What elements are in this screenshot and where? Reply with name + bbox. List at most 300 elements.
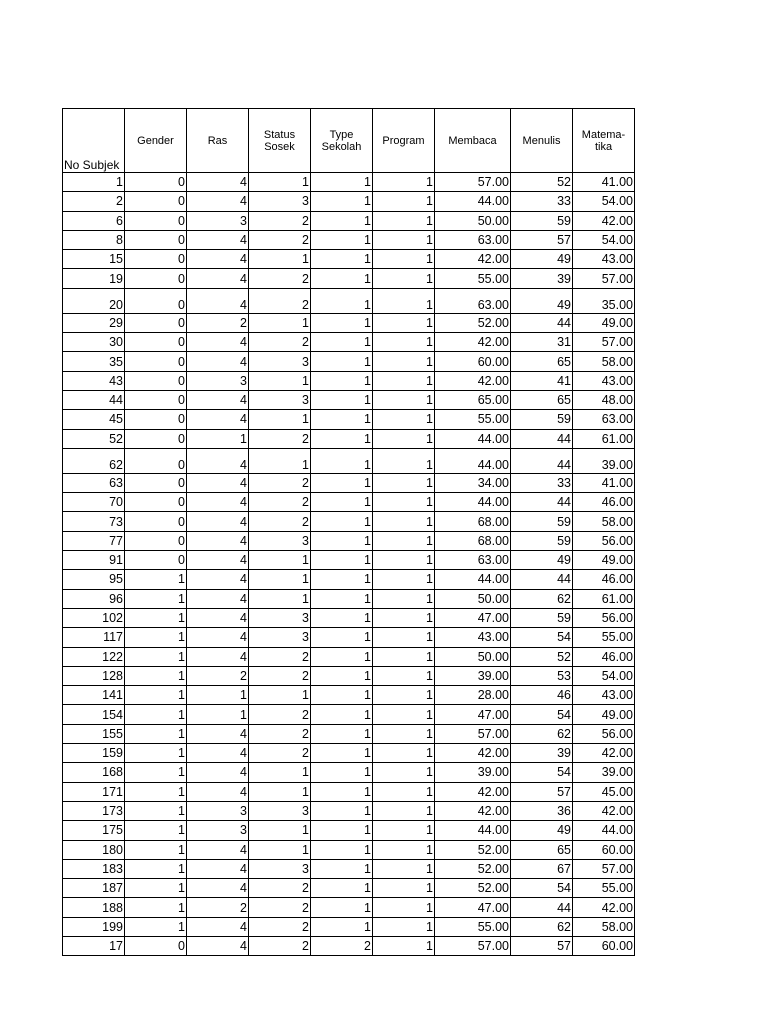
table-row bbox=[63, 371, 635, 390]
cell-type-sekolah: 1 bbox=[311, 333, 373, 352]
cell-no-subjek: 122 bbox=[63, 647, 125, 666]
cell-menulis: 67 bbox=[511, 859, 573, 878]
cell-no-subjek: 159 bbox=[63, 744, 125, 763]
cell-no-subjek: 62 bbox=[63, 448, 125, 473]
cell-type-sekolah: 2 bbox=[311, 936, 373, 955]
cell-matematika: 54.00 bbox=[573, 230, 635, 249]
cell-gender: 1 bbox=[125, 705, 187, 724]
cell-status-sosek: 2 bbox=[249, 936, 311, 955]
cell-matematika: 45.00 bbox=[573, 782, 635, 801]
cell-ras: 4 bbox=[187, 512, 249, 531]
cell-ras: 4 bbox=[187, 763, 249, 782]
table-row bbox=[63, 493, 635, 512]
header-row bbox=[63, 109, 635, 173]
header-matematika: Matema-tika bbox=[573, 109, 635, 173]
cell-no-subjek: 117 bbox=[63, 628, 125, 647]
table-row bbox=[63, 840, 635, 859]
cell-ras: 4 bbox=[187, 410, 249, 429]
cell-no-subjek: 95 bbox=[63, 570, 125, 589]
cell-ras: 4 bbox=[187, 840, 249, 859]
cell-gender: 0 bbox=[125, 410, 187, 429]
cell-gender: 0 bbox=[125, 250, 187, 269]
cell-no-subjek: 154 bbox=[63, 705, 125, 724]
cell-type-sekolah: 1 bbox=[311, 531, 373, 550]
cell-gender: 1 bbox=[125, 686, 187, 705]
cell-menulis: 52 bbox=[511, 647, 573, 666]
cell-membaca: 44.00 bbox=[435, 448, 511, 473]
cell-type-sekolah: 1 bbox=[311, 352, 373, 371]
cell-membaca: 42.00 bbox=[435, 371, 511, 390]
table-row bbox=[63, 647, 635, 666]
cell-ras: 3 bbox=[187, 801, 249, 820]
cell-gender: 0 bbox=[125, 333, 187, 352]
cell-gender: 1 bbox=[125, 840, 187, 859]
cell-status-sosek: 2 bbox=[249, 269, 311, 288]
cell-status-sosek: 2 bbox=[249, 647, 311, 666]
cell-no-subjek: 173 bbox=[63, 801, 125, 820]
cell-no-subjek: 52 bbox=[63, 429, 125, 448]
cell-menulis: 54 bbox=[511, 763, 573, 782]
table-row bbox=[63, 390, 635, 409]
cell-menulis: 65 bbox=[511, 840, 573, 859]
cell-menulis: 59 bbox=[511, 211, 573, 230]
cell-menulis: 59 bbox=[511, 410, 573, 429]
cell-matematika: 43.00 bbox=[573, 371, 635, 390]
cell-no-subjek: 20 bbox=[63, 288, 125, 313]
cell-matematika: 41.00 bbox=[573, 473, 635, 492]
table-row bbox=[63, 551, 635, 570]
cell-program: 1 bbox=[373, 551, 435, 570]
cell-gender: 1 bbox=[125, 608, 187, 627]
cell-menulis: 54 bbox=[511, 879, 573, 898]
cell-matematika: 55.00 bbox=[573, 879, 635, 898]
table-row bbox=[63, 917, 635, 936]
cell-gender: 1 bbox=[125, 744, 187, 763]
cell-menulis: 44 bbox=[511, 313, 573, 332]
cell-ras: 4 bbox=[187, 744, 249, 763]
cell-program: 1 bbox=[373, 211, 435, 230]
cell-program: 1 bbox=[373, 917, 435, 936]
cell-program: 1 bbox=[373, 173, 435, 192]
cell-membaca: 42.00 bbox=[435, 782, 511, 801]
cell-program: 1 bbox=[373, 859, 435, 878]
cell-status-sosek: 1 bbox=[249, 410, 311, 429]
cell-type-sekolah: 1 bbox=[311, 269, 373, 288]
cell-status-sosek: 1 bbox=[249, 448, 311, 473]
cell-type-sekolah: 1 bbox=[311, 313, 373, 332]
table-row bbox=[63, 173, 635, 192]
cell-type-sekolah: 1 bbox=[311, 250, 373, 269]
cell-matematika: 42.00 bbox=[573, 211, 635, 230]
cell-ras: 2 bbox=[187, 666, 249, 685]
cell-program: 1 bbox=[373, 840, 435, 859]
cell-membaca: 68.00 bbox=[435, 531, 511, 550]
cell-ras: 4 bbox=[187, 859, 249, 878]
cell-matematika: 39.00 bbox=[573, 763, 635, 782]
cell-matematika: 56.00 bbox=[573, 608, 635, 627]
cell-ras: 4 bbox=[187, 269, 249, 288]
cell-ras: 4 bbox=[187, 551, 249, 570]
table-row bbox=[63, 686, 635, 705]
table-row bbox=[63, 859, 635, 878]
cell-gender: 0 bbox=[125, 936, 187, 955]
cell-ras: 2 bbox=[187, 898, 249, 917]
cell-gender: 0 bbox=[125, 269, 187, 288]
cell-membaca: 42.00 bbox=[435, 801, 511, 820]
cell-membaca: 60.00 bbox=[435, 352, 511, 371]
cell-ras: 4 bbox=[187, 608, 249, 627]
cell-matematika: 58.00 bbox=[573, 512, 635, 531]
cell-gender: 0 bbox=[125, 512, 187, 531]
cell-gender: 1 bbox=[125, 628, 187, 647]
cell-matematika: 42.00 bbox=[573, 744, 635, 763]
cell-membaca: 50.00 bbox=[435, 589, 511, 608]
cell-no-subjek: 63 bbox=[63, 473, 125, 492]
cell-status-sosek: 1 bbox=[249, 570, 311, 589]
table-row bbox=[63, 230, 635, 249]
cell-no-subjek: 43 bbox=[63, 371, 125, 390]
cell-type-sekolah: 1 bbox=[311, 917, 373, 936]
cell-gender: 1 bbox=[125, 724, 187, 743]
cell-membaca: 44.00 bbox=[435, 192, 511, 211]
table-row bbox=[63, 821, 635, 840]
table-row bbox=[63, 724, 635, 743]
cell-ras: 1 bbox=[187, 705, 249, 724]
cell-matematika: 42.00 bbox=[573, 801, 635, 820]
cell-membaca: 42.00 bbox=[435, 333, 511, 352]
cell-type-sekolah: 1 bbox=[311, 859, 373, 878]
cell-matematika: 55.00 bbox=[573, 628, 635, 647]
cell-program: 1 bbox=[373, 512, 435, 531]
cell-no-subjek: 155 bbox=[63, 724, 125, 743]
table-row bbox=[63, 705, 635, 724]
table-row bbox=[63, 269, 635, 288]
cell-menulis: 54 bbox=[511, 705, 573, 724]
cell-gender: 0 bbox=[125, 288, 187, 313]
cell-menulis: 57 bbox=[511, 230, 573, 249]
cell-ras: 4 bbox=[187, 782, 249, 801]
table-row bbox=[63, 763, 635, 782]
cell-program: 1 bbox=[373, 473, 435, 492]
cell-menulis: 39 bbox=[511, 744, 573, 763]
cell-no-subjek: 102 bbox=[63, 608, 125, 627]
cell-no-subjek: 77 bbox=[63, 531, 125, 550]
cell-status-sosek: 2 bbox=[249, 724, 311, 743]
cell-ras: 4 bbox=[187, 250, 249, 269]
cell-no-subjek: 15 bbox=[63, 250, 125, 269]
cell-membaca: 39.00 bbox=[435, 763, 511, 782]
table-row bbox=[63, 898, 635, 917]
table-row bbox=[63, 589, 635, 608]
cell-matematika: 56.00 bbox=[573, 724, 635, 743]
cell-type-sekolah: 1 bbox=[311, 724, 373, 743]
cell-gender: 0 bbox=[125, 531, 187, 550]
cell-ras: 4 bbox=[187, 936, 249, 955]
cell-menulis: 53 bbox=[511, 666, 573, 685]
table-row bbox=[63, 211, 635, 230]
cell-ras: 4 bbox=[187, 570, 249, 589]
cell-program: 1 bbox=[373, 371, 435, 390]
header-program: Program bbox=[373, 109, 435, 173]
cell-no-subjek: 175 bbox=[63, 821, 125, 840]
cell-matematika: 57.00 bbox=[573, 333, 635, 352]
cell-matematika: 35.00 bbox=[573, 288, 635, 313]
cell-type-sekolah: 1 bbox=[311, 448, 373, 473]
cell-ras: 3 bbox=[187, 211, 249, 230]
cell-matematika: 41.00 bbox=[573, 173, 635, 192]
cell-type-sekolah: 1 bbox=[311, 493, 373, 512]
cell-membaca: 63.00 bbox=[435, 230, 511, 249]
table-row bbox=[63, 333, 635, 352]
cell-menulis: 65 bbox=[511, 352, 573, 371]
cell-status-sosek: 1 bbox=[249, 371, 311, 390]
cell-membaca: 44.00 bbox=[435, 429, 511, 448]
cell-gender: 0 bbox=[125, 211, 187, 230]
cell-membaca: 47.00 bbox=[435, 608, 511, 627]
cell-ras: 4 bbox=[187, 493, 249, 512]
cell-status-sosek: 1 bbox=[249, 686, 311, 705]
cell-status-sosek: 1 bbox=[249, 551, 311, 570]
cell-type-sekolah: 1 bbox=[311, 666, 373, 685]
cell-program: 1 bbox=[373, 192, 435, 211]
cell-status-sosek: 2 bbox=[249, 512, 311, 531]
cell-no-subjek: 73 bbox=[63, 512, 125, 531]
cell-no-subjek: 8 bbox=[63, 230, 125, 249]
cell-status-sosek: 1 bbox=[249, 782, 311, 801]
header-ras: Ras bbox=[187, 109, 249, 173]
cell-status-sosek: 2 bbox=[249, 211, 311, 230]
cell-menulis: 62 bbox=[511, 589, 573, 608]
cell-no-subjek: 1 bbox=[63, 173, 125, 192]
cell-gender: 1 bbox=[125, 570, 187, 589]
cell-no-subjek: 91 bbox=[63, 551, 125, 570]
cell-type-sekolah: 1 bbox=[311, 628, 373, 647]
cell-status-sosek: 2 bbox=[249, 429, 311, 448]
cell-no-subjek: 183 bbox=[63, 859, 125, 878]
cell-ras: 3 bbox=[187, 371, 249, 390]
cell-gender: 0 bbox=[125, 313, 187, 332]
cell-program: 1 bbox=[373, 608, 435, 627]
cell-gender: 1 bbox=[125, 821, 187, 840]
cell-no-subjek: 180 bbox=[63, 840, 125, 859]
cell-menulis: 59 bbox=[511, 608, 573, 627]
cell-no-subjek: 45 bbox=[63, 410, 125, 429]
cell-matematika: 57.00 bbox=[573, 859, 635, 878]
cell-program: 1 bbox=[373, 647, 435, 666]
cell-type-sekolah: 1 bbox=[311, 801, 373, 820]
cell-gender: 0 bbox=[125, 473, 187, 492]
cell-menulis: 33 bbox=[511, 473, 573, 492]
cell-matematika: 58.00 bbox=[573, 917, 635, 936]
cell-type-sekolah: 1 bbox=[311, 705, 373, 724]
cell-ras: 3 bbox=[187, 821, 249, 840]
cell-matematika: 49.00 bbox=[573, 313, 635, 332]
table-row bbox=[63, 531, 635, 550]
cell-no-subjek: 199 bbox=[63, 917, 125, 936]
cell-status-sosek: 1 bbox=[249, 173, 311, 192]
cell-no-subjek: 35 bbox=[63, 352, 125, 371]
cell-status-sosek: 2 bbox=[249, 473, 311, 492]
cell-program: 1 bbox=[373, 570, 435, 589]
cell-ras: 1 bbox=[187, 686, 249, 705]
cell-no-subjek: 19 bbox=[63, 269, 125, 288]
cell-membaca: 52.00 bbox=[435, 859, 511, 878]
header-type-sekolah: Type Sekolah bbox=[311, 109, 373, 173]
cell-program: 1 bbox=[373, 448, 435, 473]
table-row bbox=[63, 628, 635, 647]
cell-membaca: 57.00 bbox=[435, 724, 511, 743]
cell-membaca: 55.00 bbox=[435, 269, 511, 288]
cell-program: 1 bbox=[373, 763, 435, 782]
cell-status-sosek: 2 bbox=[249, 898, 311, 917]
cell-menulis: 59 bbox=[511, 512, 573, 531]
table-row bbox=[63, 936, 635, 955]
cell-type-sekolah: 1 bbox=[311, 551, 373, 570]
cell-program: 1 bbox=[373, 493, 435, 512]
cell-no-subjek: 171 bbox=[63, 782, 125, 801]
cell-matematika: 60.00 bbox=[573, 840, 635, 859]
cell-gender: 1 bbox=[125, 898, 187, 917]
cell-matematika: 61.00 bbox=[573, 589, 635, 608]
cell-membaca: 63.00 bbox=[435, 551, 511, 570]
cell-program: 1 bbox=[373, 589, 435, 608]
cell-menulis: 41 bbox=[511, 371, 573, 390]
header-membaca: Membaca bbox=[435, 109, 511, 173]
cell-matematika: 46.00 bbox=[573, 570, 635, 589]
cell-ras: 4 bbox=[187, 448, 249, 473]
cell-menulis: 46 bbox=[511, 686, 573, 705]
cell-no-subjek: 29 bbox=[63, 313, 125, 332]
cell-program: 1 bbox=[373, 724, 435, 743]
cell-type-sekolah: 1 bbox=[311, 840, 373, 859]
cell-status-sosek: 3 bbox=[249, 531, 311, 550]
cell-status-sosek: 1 bbox=[249, 840, 311, 859]
cell-type-sekolah: 1 bbox=[311, 410, 373, 429]
cell-status-sosek: 3 bbox=[249, 628, 311, 647]
cell-ras: 4 bbox=[187, 917, 249, 936]
cell-menulis: 49 bbox=[511, 288, 573, 313]
cell-program: 1 bbox=[373, 352, 435, 371]
table-row bbox=[63, 288, 635, 313]
cell-membaca: 55.00 bbox=[435, 410, 511, 429]
table-body bbox=[63, 173, 635, 956]
table-row bbox=[63, 512, 635, 531]
cell-matematika: 54.00 bbox=[573, 192, 635, 211]
cell-ras: 4 bbox=[187, 288, 249, 313]
cell-type-sekolah: 1 bbox=[311, 898, 373, 917]
cell-membaca: 68.00 bbox=[435, 512, 511, 531]
cell-no-subjek: 128 bbox=[63, 666, 125, 685]
cell-type-sekolah: 1 bbox=[311, 589, 373, 608]
cell-program: 1 bbox=[373, 821, 435, 840]
cell-menulis: 33 bbox=[511, 192, 573, 211]
cell-menulis: 44 bbox=[511, 429, 573, 448]
cell-gender: 1 bbox=[125, 589, 187, 608]
cell-membaca: 57.00 bbox=[435, 173, 511, 192]
cell-program: 1 bbox=[373, 269, 435, 288]
cell-menulis: 57 bbox=[511, 936, 573, 955]
cell-type-sekolah: 1 bbox=[311, 390, 373, 409]
cell-matematika: 61.00 bbox=[573, 429, 635, 448]
cell-menulis: 49 bbox=[511, 821, 573, 840]
cell-type-sekolah: 1 bbox=[311, 647, 373, 666]
header-status-sosek: Status Sosek bbox=[249, 109, 311, 173]
cell-type-sekolah: 1 bbox=[311, 570, 373, 589]
cell-matematika: 42.00 bbox=[573, 898, 635, 917]
cell-menulis: 54 bbox=[511, 628, 573, 647]
cell-menulis: 44 bbox=[511, 898, 573, 917]
cell-menulis: 49 bbox=[511, 551, 573, 570]
cell-matematika: 60.00 bbox=[573, 936, 635, 955]
cell-program: 1 bbox=[373, 666, 435, 685]
cell-ras: 4 bbox=[187, 879, 249, 898]
cell-ras: 4 bbox=[187, 473, 249, 492]
cell-type-sekolah: 1 bbox=[311, 821, 373, 840]
cell-status-sosek: 2 bbox=[249, 705, 311, 724]
cell-membaca: 39.00 bbox=[435, 666, 511, 685]
cell-program: 1 bbox=[373, 801, 435, 820]
cell-status-sosek: 1 bbox=[249, 763, 311, 782]
cell-type-sekolah: 1 bbox=[311, 744, 373, 763]
cell-membaca: 34.00 bbox=[435, 473, 511, 492]
cell-membaca: 42.00 bbox=[435, 250, 511, 269]
cell-matematika: 49.00 bbox=[573, 551, 635, 570]
cell-ras: 2 bbox=[187, 313, 249, 332]
cell-membaca: 28.00 bbox=[435, 686, 511, 705]
table-row bbox=[63, 313, 635, 332]
cell-gender: 0 bbox=[125, 192, 187, 211]
table-row bbox=[63, 448, 635, 473]
cell-membaca: 50.00 bbox=[435, 647, 511, 666]
cell-program: 1 bbox=[373, 531, 435, 550]
cell-gender: 1 bbox=[125, 879, 187, 898]
cell-type-sekolah: 1 bbox=[311, 173, 373, 192]
cell-status-sosek: 3 bbox=[249, 801, 311, 820]
header-no-subjek: No Subjek bbox=[63, 109, 125, 173]
cell-program: 1 bbox=[373, 744, 435, 763]
cell-menulis: 39 bbox=[511, 269, 573, 288]
table-row bbox=[63, 666, 635, 685]
cell-status-sosek: 3 bbox=[249, 859, 311, 878]
cell-ras: 4 bbox=[187, 628, 249, 647]
cell-status-sosek: 1 bbox=[249, 313, 311, 332]
cell-program: 1 bbox=[373, 333, 435, 352]
cell-no-subjek: 168 bbox=[63, 763, 125, 782]
cell-program: 1 bbox=[373, 782, 435, 801]
cell-status-sosek: 1 bbox=[249, 589, 311, 608]
cell-status-sosek: 3 bbox=[249, 352, 311, 371]
cell-membaca: 44.00 bbox=[435, 821, 511, 840]
cell-matematika: 43.00 bbox=[573, 250, 635, 269]
cell-gender: 0 bbox=[125, 551, 187, 570]
cell-program: 1 bbox=[373, 879, 435, 898]
cell-matematika: 57.00 bbox=[573, 269, 635, 288]
cell-menulis: 62 bbox=[511, 724, 573, 743]
cell-status-sosek: 2 bbox=[249, 333, 311, 352]
cell-status-sosek: 2 bbox=[249, 288, 311, 313]
cell-status-sosek: 2 bbox=[249, 879, 311, 898]
cell-type-sekolah: 1 bbox=[311, 879, 373, 898]
table-row bbox=[63, 570, 635, 589]
cell-status-sosek: 3 bbox=[249, 390, 311, 409]
cell-type-sekolah: 1 bbox=[311, 686, 373, 705]
cell-gender: 0 bbox=[125, 230, 187, 249]
cell-matematika: 39.00 bbox=[573, 448, 635, 473]
cell-gender: 0 bbox=[125, 493, 187, 512]
cell-gender: 0 bbox=[125, 173, 187, 192]
table-row bbox=[63, 410, 635, 429]
cell-no-subjek: 6 bbox=[63, 211, 125, 230]
